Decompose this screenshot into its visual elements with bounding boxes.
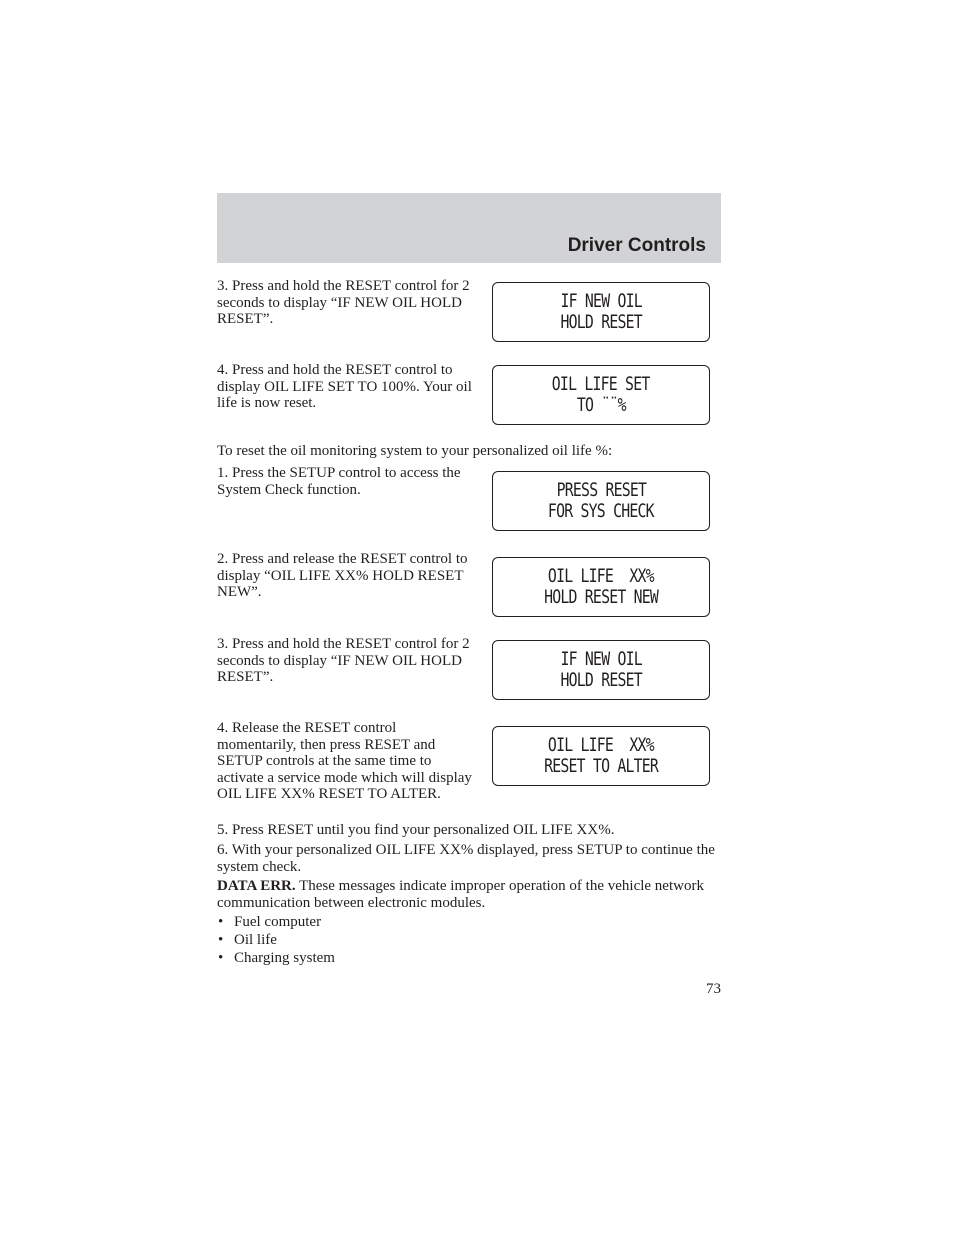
display-line: OIL LIFE XX% [548,734,654,756]
step-text: 4. Press and hold the RESET control to display OIL LIFE SET TO 100%. Your oil life is now reset. [217,362,472,411]
display-line: HOLD RESET [560,311,642,333]
step-text: 4. Release the RESET control momentarily, then press RESET and SETUP controls at the same time to activate a service mode which will display OIL LIFE XX% RESET TO ALTER. [217,720,472,802]
bullet-list [217,913,335,967]
header-band [217,193,721,263]
step-text: 2. Press and release the RESET control to display “OIL LIFE XX% HOLD RESET NEW”. [217,551,468,600]
message-display [492,557,710,617]
display-line: RESET TO ALTER [543,755,659,777]
message-display [492,282,710,342]
message-display [492,471,710,531]
display-line: OIL LIFE SET [552,373,650,395]
page-number: 73 [706,981,721,997]
step-text: 3. Press and hold the RESET control for 2 seconds to display “IF NEW OIL HOLD RESET”. [217,636,470,685]
display-line: OIL LIFE XX% [548,565,654,587]
data-err-paragraph [217,878,721,911]
step-6-text: 6. With your personalized OIL LIFE XX% displayed, press SETUP to continue the system check. [217,842,715,875]
list-item: • Fuel computer [217,913,335,931]
display-line: PRESS RESET [556,479,646,501]
display-line: IF NEW OIL [560,290,642,312]
message-display [492,726,710,786]
list-item: • Oil life [217,931,335,949]
data-err-label: DATA ERR. [217,878,296,894]
data-err-text: These messages indicate improper operation of the vehicle network communication between electronic modules. [217,878,704,911]
step-text: 1. Press the SETUP control to access the System Check function. [217,465,461,498]
message-display [492,640,710,700]
message-display [492,365,710,425]
display-line: HOLD RESET NEW [543,586,659,608]
display-line: TO ¨¨% [576,394,626,416]
display-line: HOLD RESET [560,669,642,691]
display-line: IF NEW OIL [560,648,642,670]
list-item: • Charging system [217,949,335,967]
intro-paragraph: To reset the oil monitoring system to your personalized oil life %: [217,443,613,459]
section-title: Driver Controls [567,235,706,256]
step-text: 3. Press and hold the RESET control for 2 seconds to display “IF NEW OIL HOLD RESET”. [217,278,470,327]
step-5-text: 5. Press RESET until you find your personalized OIL LIFE XX%. [217,822,615,838]
display-line: FOR SYS CHECK [548,500,654,522]
